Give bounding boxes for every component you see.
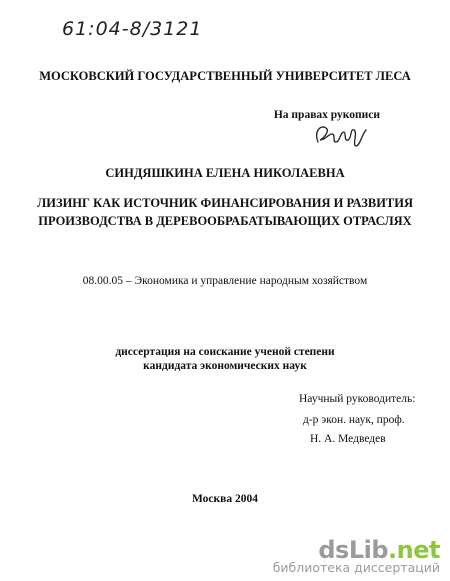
supervisor-name: Н. А. Медведев [310, 433, 386, 445]
university-name: МОСКОВСКИЙ ГОСУДАРСТВЕННЫЙ УНИВЕРСИТЕТ ЛЕСА [39, 69, 411, 83]
supervisor-label: Научный руководитель: [299, 393, 416, 405]
dslib-watermark [273, 536, 440, 575]
author-signature [310, 120, 370, 150]
handwritten-catalog-number: 61:04-8/3121 [62, 18, 203, 40]
rights-note: На правах рукописи [273, 109, 380, 121]
specialty-code: 08.00.05 – Экономика и управление народным хозяйством [82, 275, 368, 287]
dslib-subtitle: библиотека диссертаций [272, 560, 440, 575]
dslib-logo-tld: .net [388, 536, 440, 564]
degree-line-2: кандидата экономических наук [143, 360, 307, 372]
thesis-title-line-2: ПРОИЗВОДСТВА В ДЕРЕВООБРАБАТЫВАЮЩИХ ОТРАСЛЯХ [38, 214, 412, 228]
city-year: Москва 2004 [191, 493, 259, 505]
supervisor-degree: д-р экон. наук, проф. [303, 414, 405, 426]
dslib-logo-main: dsLib [318, 536, 389, 564]
degree-line-1: диссертация на соискание ученой степени [115, 346, 335, 358]
thesis-title-line-1: ЛИЗИНГ КАК ИСТОЧНИК ФИНАНСИРОВАНИЯ И РАЗВИТИЯ [36, 196, 414, 210]
author-name: СИНДЯШКИНА ЕЛЕНА НИКОЛАЕВНА [105, 166, 345, 180]
